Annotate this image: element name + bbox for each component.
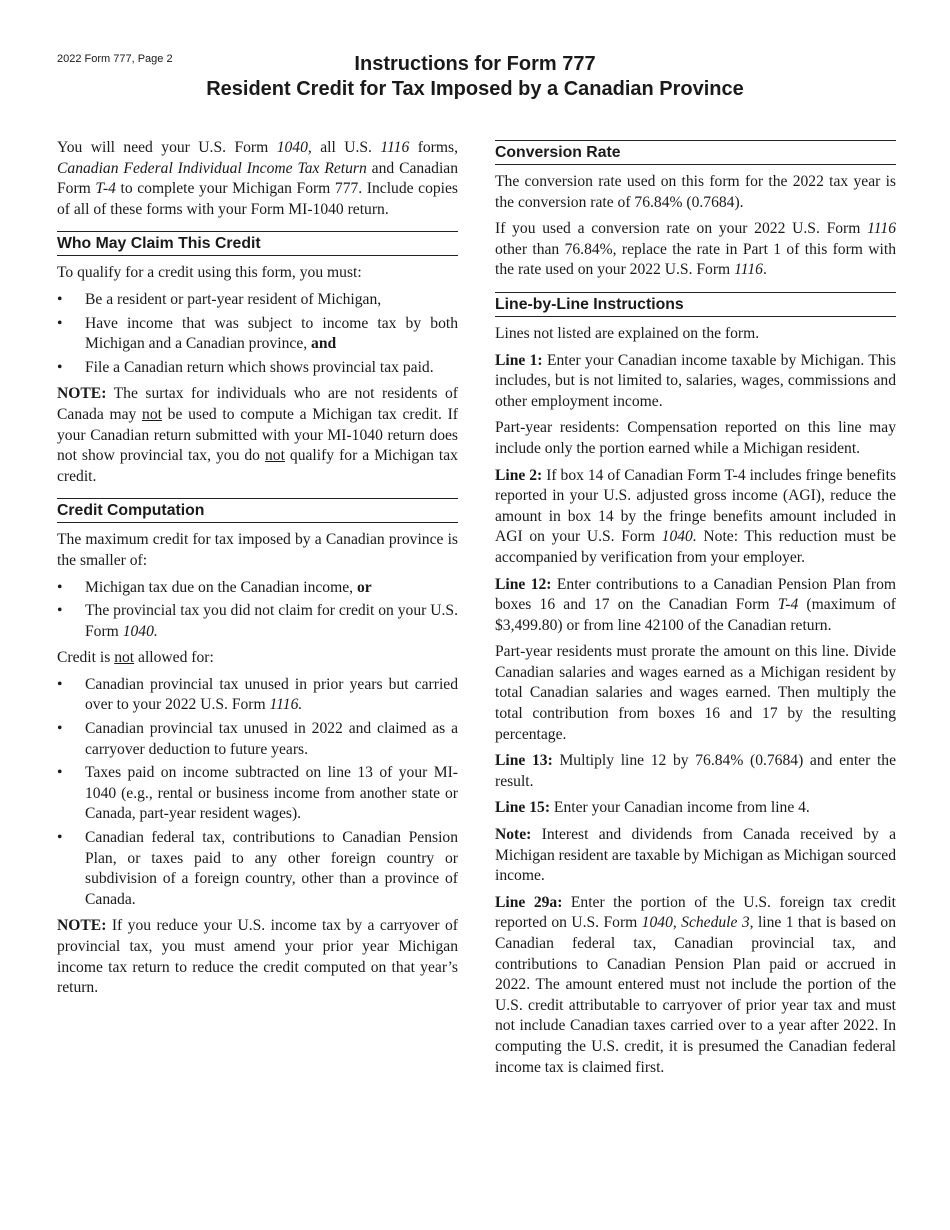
title-line-2: Resident Credit for Tax Imposed by a Canadian Province [206,78,744,100]
section-heading-who-may-claim: Who May Claim This Credit [57,231,458,256]
credit-note: NOTE: If you reduce your U.S. income tax by a carryover of provincial tax, you must amend your prior year Michigan income tax return to reduce the credit computed on that year’s return. [57,917,458,997]
list-item: • Canadian provincial tax unused in prior years but carried over to your 2022 U.S. Form 1116. [57,675,458,716]
line-1-part-year: Part-year residents: Compensation reported on this line may include only the portion earned while a Michigan resident. [495,419,896,457]
list-item: • File a Canadian return which shows provincial tax paid. [57,358,458,379]
intro-paragraph: You will need your U.S. Form 1040, all U.S. 1116 forms, Canadian Federal Individual Income Tax Return and Canadian Form T-4 to complete your Michigan Form 777. Include copies of all of these forms with your Form MI-1040 return. [57,139,458,218]
line-15-instruction: Line 15: Enter your Canadian income from line 4. [495,799,810,817]
who-note: NOTE: The surtax for individuals who are not residents of Canada may not be used to compute a Michigan tax credit. If your Canadian return submitted with your MI-1040 return does not show provincial tax, you do not qualify for a Michigan tax credit. [57,385,458,485]
page-identifier: 2022 Form 777, Page 2 [57,53,173,65]
list-item: • The provincial tax you did not claim for credit on your U.S. Form 1040. [57,601,458,642]
line-1-instruction: Line 1: Enter your Canadian income taxable by Michigan. This includes, but is not limited to, salaries, wages, commissions and other employment income. [495,351,897,410]
dividends-note: Note: Interest and dividends from Canada received by a Michigan resident are taxable by Michigan as Michigan sourced income. [495,826,896,885]
who-lead: To qualify for a credit using this form, you must: [57,264,362,282]
list-item: • Canadian federal tax, contributions to Canadian Pension Plan, or taxes paid to any other foreign country or subdivision of a foreign country, other than a province of Canada. [57,828,458,910]
credit-lead: The maximum credit for tax imposed by a Canadian province is the smaller of: [57,531,458,569]
line-12-part-year: Part-year residents must prorate the amount on this line. Divide Canadian salaries and wages earned as a Michigan resident by total Canadian salaries and wages earned. Then multiply the total contribution from boxes 16 and 17 by the resulting percentage. [495,643,896,743]
line-12-instruction: Line 12: Enter contributions to a Canadian Pension Plan from boxes 16 and 17 on the Canadian Form T-4 (maximum of $3,499.80) or from line 42100 of the Canadian return. [495,575,896,634]
list-item: • Have income that was subject to income tax by both Michigan and a Canadian province, and [57,314,458,355]
section-heading-credit-computation: Credit Computation [57,498,458,523]
page-title [0,52,950,102]
list-item: • Canadian provincial tax unused in 2022 and claimed as a carryover deduction to future years. [57,719,458,760]
line-29a-instruction: Line 29a: Enter the portion of the U.S. foreign tax credit reported on U.S. Form 1040, Schedule 3, line 1 that is based on Canadian federal tax, Canadian provincial tax, and contributions to Canadian Pension Plan paid or accrued in 2022. The amount entered must not include the portion of the U.S. credit attributable to carryover of prior year tax and must not include Canadian taxes carried over to a year after 2022. In computing the U.S. credit, it is presumed the Canadian federal income tax is claimed first. [495,893,896,1076]
not-allowed-list [57,675,458,911]
left-column [57,138,458,1005]
max-credit-list [57,578,458,643]
section-heading-conversion-rate: Conversion Rate [495,140,896,165]
section-heading-line-by-line: Line-by-Line Instructions [495,292,896,317]
line-2-instruction: Line 2: If box 14 of Canadian Form T-4 includes fringe benefits reported in your U.S. adjusted gross income (AGI), reduce the amount in box 14 by the fringe benefits amount included in AGI on your U.S. Form 1040. Note: This reduction must be accompanied by verification from your employer. [495,466,897,566]
conversion-paragraph-1: The conversion rate used on this form for the 2022 tax year is the conversion rate of 76.84% (0.7684). [495,173,896,211]
list-item: • Be a resident or part-year resident of Michigan, [57,290,458,311]
conversion-paragraph-2: If you used a conversion rate on your 2022 U.S. Form 1116 other than 76.84%, replace the rate in Part 1 of this form with the rate used on your 2022 U.S. Form 1116. [495,220,896,279]
right-column [495,140,896,1084]
list-item: • Michigan tax due on the Canadian income, or [57,578,458,599]
qualification-list [57,290,458,378]
list-item: • Taxes paid on income subtracted on line 13 of your MI-1040 (e.g., rental or business income from another state or Canada, part-year resident wages). [57,763,458,825]
credit-not-allowed-lead: Credit is not allowed for: [57,649,214,667]
lines-intro: Lines not listed are explained on the form. [495,324,760,342]
line-13-instruction: Line 13: Multiply line 12 by 76.84% (0.7684) and enter the result. [495,752,896,790]
title-line-1: Instructions for Form 777 [354,53,596,75]
